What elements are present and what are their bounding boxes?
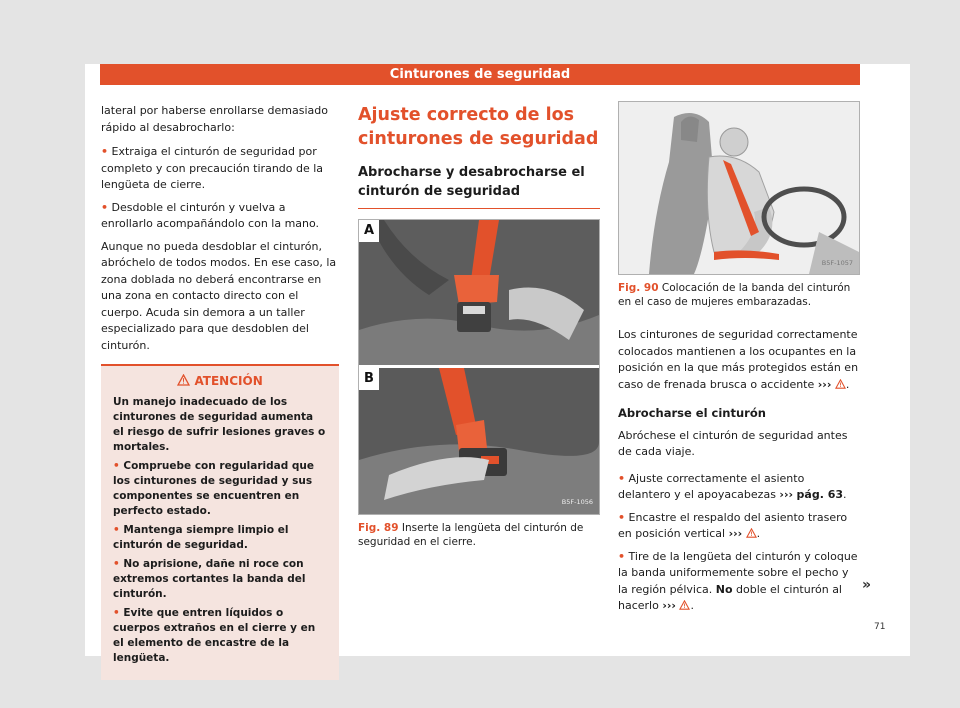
warning-bullet-4 — [113, 606, 327, 666]
figure-90-caption-text: Colocación de la banda del cinturón en el caso de mujeres embarazadas. — [618, 282, 851, 308]
figure-89-illustration — [359, 220, 599, 514]
bullet-icon: • — [113, 524, 120, 536]
warning-bullet-2-text: Mantenga siempre limpio el cinturón de seguridad. — [113, 524, 289, 551]
figure-90-caption-number: Fig. 90 — [618, 282, 659, 294]
reference-arrow-icon: ››› — [779, 488, 794, 501]
page-header-title: Cinturones de seguridad — [389, 67, 571, 82]
figure-90-caption — [618, 281, 860, 309]
figure-label-a: A — [359, 220, 379, 242]
figure-89-caption-number: Fig. 89 — [358, 522, 399, 534]
column-2 — [358, 103, 600, 549]
figure-90-illustration — [619, 102, 859, 274]
col3-bullet-3-text: Tire de la lengüeta del cinturón y coloque la banda uniformemente sobre el pecho y la región pélvica. — [618, 549, 858, 596]
warning-intro: Un manejo inadecuado de los cinturones de seguridad aumenta el riesgo de sufrir lesiones graves o mortales. — [113, 396, 326, 453]
reference-arrow-icon: ››› — [662, 599, 676, 612]
col3-subheading: Abrocharse el cinturón — [618, 406, 766, 420]
col3-bullet-3-bold: No — [715, 582, 733, 596]
warning-triangle-icon — [679, 600, 690, 610]
col1-intro: lateral por haberse enrollarse demasiado rápido al desabrocharlo: — [101, 104, 328, 134]
warning-title-text: ATENCIÓN — [194, 374, 263, 388]
warning-bullet-1 — [113, 459, 327, 519]
figure-90-code: B5F-1057 — [821, 258, 853, 267]
col1-bullet-2 — [101, 200, 339, 233]
col3-subheading-text: Abróchese el cinturón de seguridad antes de cada viaje. — [618, 428, 848, 458]
warning-triangle-icon — [746, 528, 757, 538]
col3-bullet-2: • Encastre el respaldo del asiento trasero en posición vertical ››› . — [618, 510, 848, 540]
figure-label-b: B — [359, 368, 379, 390]
col3-bullet-3: • Tire de la lengüeta del cinturón y coloque la banda uniformemente sobre el pecho y la región pélvica. No doble el cinturón al hacerlo ››› . — [618, 549, 858, 612]
bullet-icon: • — [113, 558, 120, 570]
figure-90 — [618, 101, 860, 275]
col3-bullet-3-rest: doble el cinturón al hacerlo — [618, 582, 842, 612]
reference-arrow-icon: ››› — [728, 527, 743, 540]
subsection-title: Abrocharse y desabrocharse el cinturón de seguridad — [358, 163, 600, 209]
col3-intro-text: Los cinturones de seguridad correctamente colocados mantienen a los ocupantes en la posición en la que más protegidos están en caso de frenada brusca o accidente — [618, 328, 859, 391]
page-reference-link[interactable]: pág. 63 — [796, 488, 844, 501]
figure-89 — [358, 219, 600, 515]
col1-bullet-1 — [101, 144, 339, 194]
col1-bullet-2-text: Desdoble el cinturón y vuelva a enrollarlo acompañándolo con la mano. — [101, 200, 320, 230]
reference-arrow-icon: ››› — [817, 377, 832, 391]
warning-bullet-3 — [113, 557, 327, 602]
col3-bullet-2-text: Encastre el respaldo del asiento trasero en posición vertical — [618, 510, 848, 540]
bullet-icon: • — [101, 145, 109, 158]
page-header — [100, 64, 860, 85]
col1-bullet-1-text: Extraiga el cinturón de seguridad por completo y con precaución tirando de la lengüeta de cierre. — [101, 145, 324, 191]
warning-bullet-4-text: Evite que entren líquidos o cuerpos extraños en el cierre y en el elemento de encastre de la lengüeta. — [113, 607, 316, 664]
continue-marker: » — [862, 577, 872, 593]
bullet-icon: • — [113, 460, 120, 472]
warning-bullet-3-text: No aprisione, dañe ni roce con extremos cortantes la banda del cinturón. — [113, 558, 306, 600]
bullet-icon: • — [618, 510, 626, 524]
warning-triangle-icon — [835, 379, 846, 389]
column-3 — [618, 103, 860, 621]
warning-box — [101, 364, 339, 680]
warning-bullet-2 — [113, 523, 327, 553]
figure-89-caption — [358, 521, 600, 549]
bullet-icon: • — [618, 549, 626, 563]
col3-bullet-1: • Ajuste correctamente el asiento delantero y el apoyacabezas ››› pág. 63. — [618, 471, 847, 501]
col3-intro: Los cinturones de seguridad correctamente colocados mantienen a los ocupantes en la posición en la que más protegidos están en caso de frenada brusca o accidente ››› . — [618, 328, 859, 391]
bullet-icon: • — [113, 607, 120, 619]
warning-title — [113, 374, 327, 389]
warning-bullet-1-text: Compruebe con regularidad que los cinturones de seguridad y sus componentes se encuentren en perfecto estado. — [113, 460, 315, 517]
column-1 — [101, 103, 339, 680]
figure-89-code: B5F-1056 — [561, 497, 593, 506]
bullet-icon: • — [101, 200, 109, 214]
bullet-icon: • — [618, 471, 626, 485]
figure-89-caption-text: Inserte la lengüeta del cinturón de seguridad en el cierre. — [358, 522, 584, 548]
col3-bullet-1-text: Ajuste correctamente el asiento delantero y el apoyacabezas — [618, 471, 805, 501]
page-number: 71 — [874, 622, 886, 632]
col1-paragraph: Aunque no pueda desdoblar el cinturón, abróchelo de todos modos. En ese caso, la zona doblada no deberá encontrarse en una zona en contacto directo con el cuerpo. Acuda sin demora a un taller especializado para que desdoblen del cinturón. — [101, 239, 337, 352]
warning-triangle-icon — [177, 374, 190, 386]
section-title: Ajuste correcto de los cinturones de seguridad — [358, 105, 599, 149]
